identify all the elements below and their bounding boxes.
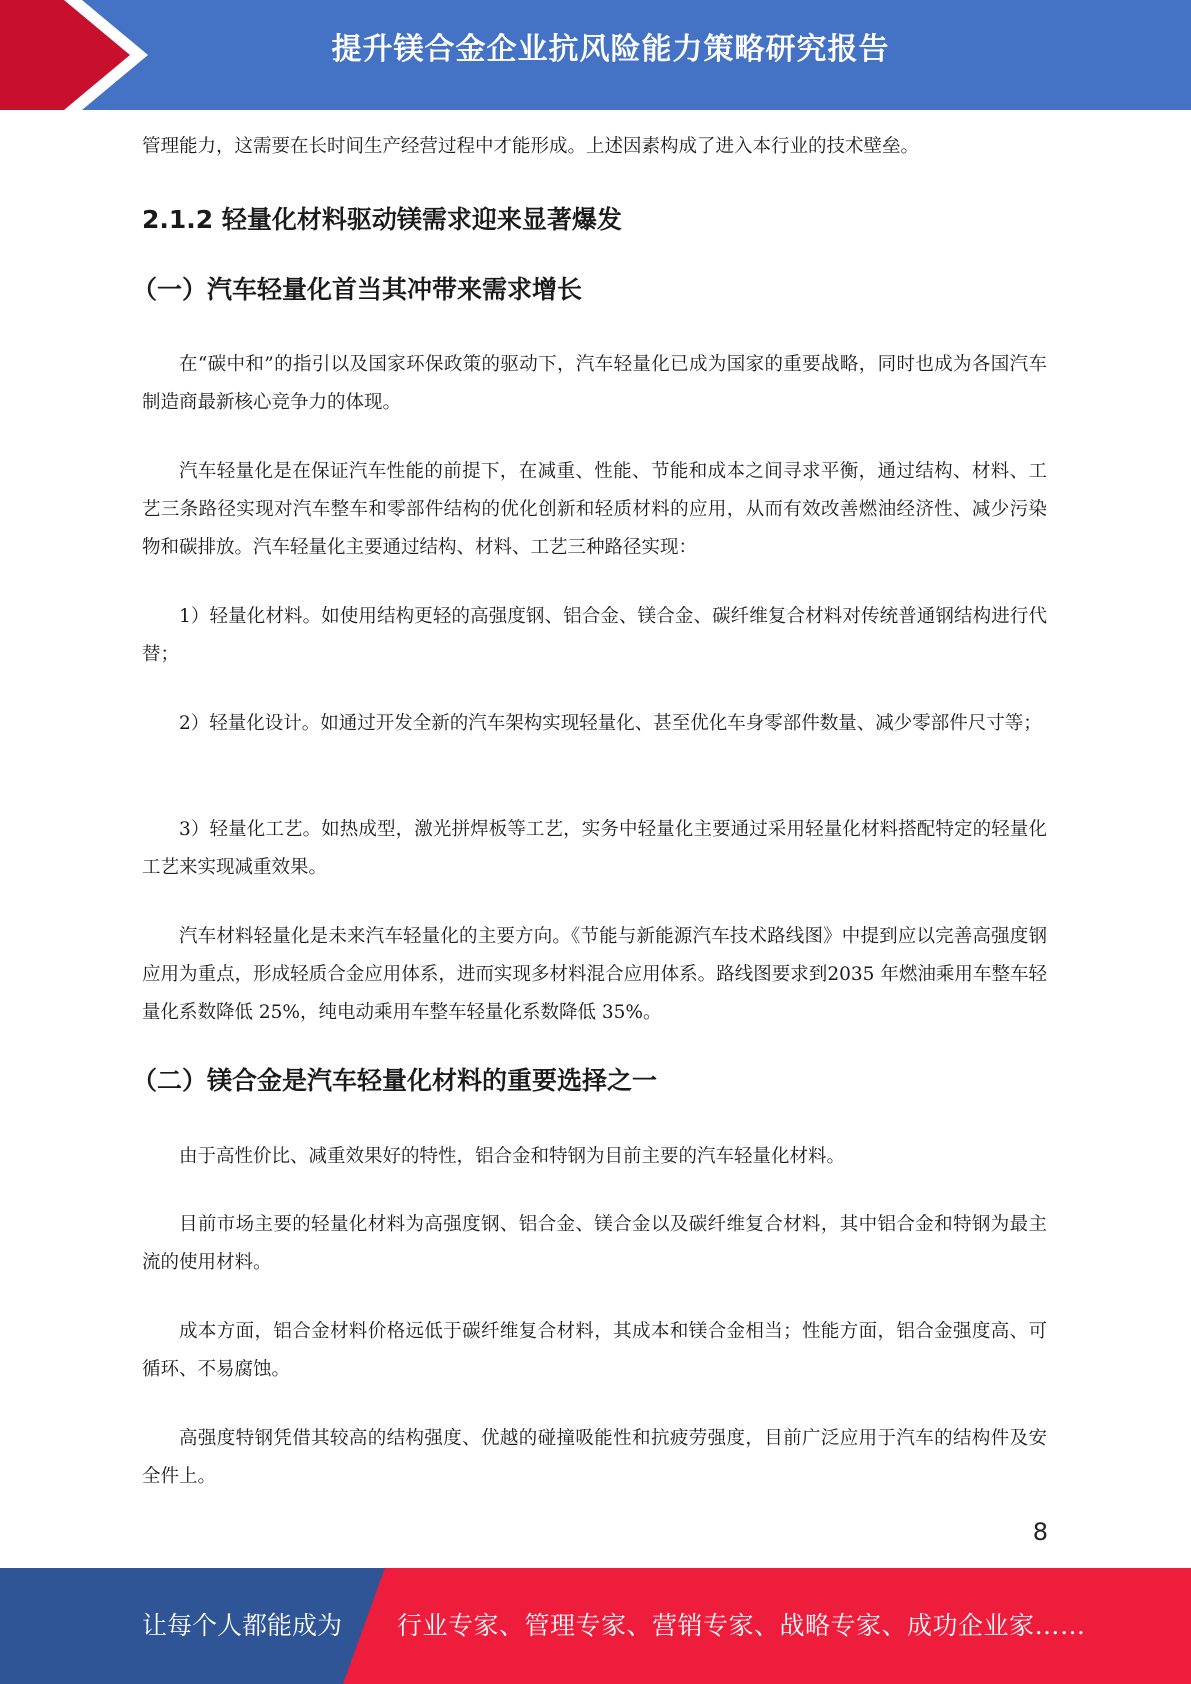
footer-slogan-right: 行业专家、管理专家、营销专家、战略专家、成功企业家……	[397, 1611, 1086, 1640]
section-heading-2-1-2: 2.1.2 轻量化材料驱动镁需求迎来显著爆发	[142, 205, 622, 234]
report-title: 提升镁合金企业抗风险能力策略研究报告	[331, 32, 890, 67]
footer-slogan-left: 让每个人都能成为	[142, 1611, 343, 1640]
paragraph-main-materials: 由于高性价比、减重效果好的特性，铝合金和特钢为目前主要的汽车轻量化材料。	[179, 1146, 846, 1167]
paragraph-lightweight-definition: 汽车轻量化是在保证汽车性能的前提下，在减重、性能、节能和成本之间寻求平衡，通过结构、材料、工艺三条路径实现对汽车整车和零部件结构的优化创新和轻质材料的应用，从而有效改善燃油经济性、减少污染物和碳排放。汽车轻量化主要通过结构、材料、工艺三种路径实现：	[142, 461, 1047, 558]
paragraph-market-materials: 目前市场主要的轻量化材料为高强度钢、铝合金、镁合金以及碳纤维复合材料，其中铝合金和特钢为最主流的使用材料。	[142, 1214, 1047, 1273]
paragraph-high-strength-steel: 高强度特钢凭借其较高的结构强度、优越的碰撞吸能性和抗疲劳强度，目前广泛应用于汽车的结构件及安全件上。	[142, 1428, 1047, 1487]
header-band	[0, 0, 1191, 110]
paragraph-cost-performance: 成本方面，铝合金材料价格远低于碳纤维复合材料，其成本和镁合金相当；性能方面，铝合金强度高、可循环、不易腐蚀。	[142, 1321, 1047, 1380]
paragraph-lightweight-materials: 1）轻量化材料。如使用结构更轻的高强度钢、铝合金、镁合金、碳纤维复合材料对传统普通钢结构进行代替；	[142, 606, 1047, 665]
intro-paragraph: 管理能力，这需要在长时间生产经营过程中才能形成。上述因素构成了进入本行业的技术壁垒。	[142, 136, 920, 157]
subsection-heading-one: （一）汽车轻量化首当其冲带来需求增长	[132, 275, 583, 304]
paragraph-carbon-neutral: 在“碳中和”的指引以及国家环保政策的驱动下，汽车轻量化已成为国家的重要战略，同时也成为各国汽车制造商最新核心竞争力的体现。	[142, 354, 1047, 413]
subsection-heading-two: （二）镁合金是汽车轻量化材料的重要选择之一	[132, 1066, 658, 1095]
paragraph-roadmap: 汽车材料轻量化是未来汽车轻量化的主要方向。《节能与新能源汽车技术路线图》中提到应以完善高强度钢应用为重点，形成轻质合金应用体系，进而实现多材料混合应用体系。路线图要求到2035 年燃油乘用车整车轻量化系数降低 25%，纯电动乘用车整车轻量化系数降低 35%。	[142, 926, 1047, 1023]
paragraph-lightweight-process: 3）轻量化工艺。如热成型，激光拼焊板等工艺，实务中轻量化主要通过采用轻量化材料搭配特定的轻量化工艺来实现减重效果。	[142, 819, 1047, 878]
footer-band	[0, 1568, 1191, 1684]
paragraph-lightweight-design: 2）轻量化设计。如通过开发全新的汽车架构实现轻量化、甚至优化车身零部件数量、减少零部件尺寸等；	[179, 713, 1042, 734]
page-number: 8	[1032, 1518, 1048, 1546]
